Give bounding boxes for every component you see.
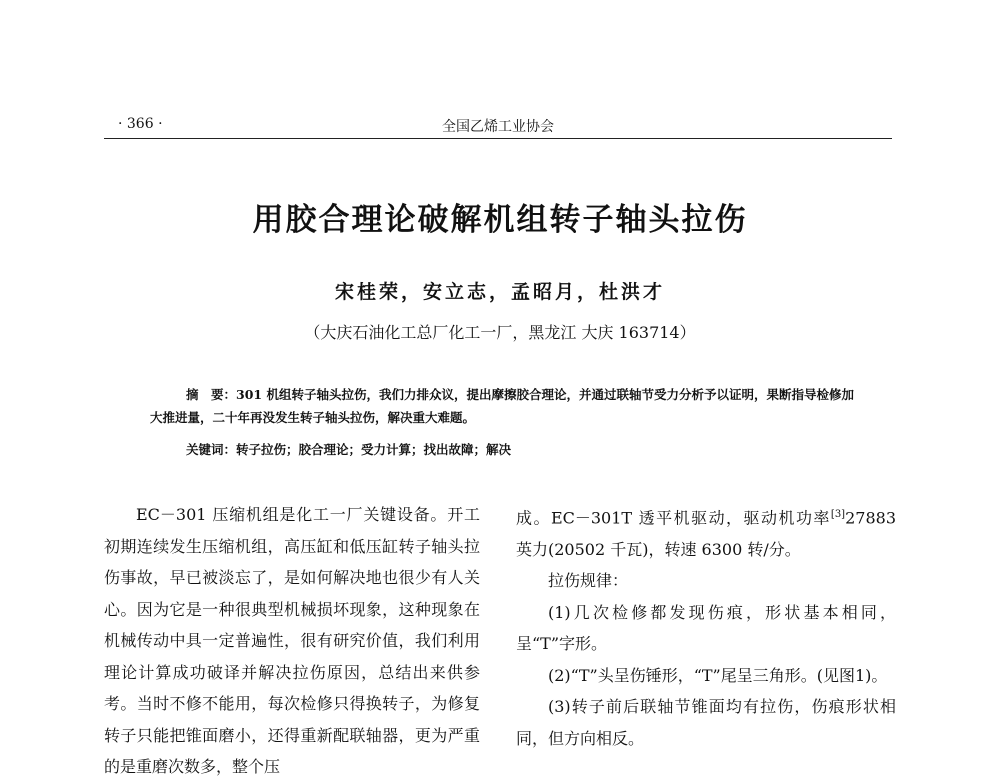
journal-name: 全国乙烯工业协会	[442, 119, 554, 135]
keywords-text: 转子拉伤；胶合理论；受力计算；找出故障；解决	[236, 442, 512, 457]
page-header	[104, 110, 892, 136]
body-paragraph: (2)“T”头呈伤锤形，“T”尾呈三角形。(见图1)。	[548, 665, 888, 685]
article-title: 用胶合理论破解机组转子轴头拉伤	[252, 202, 748, 238]
article-authors: 宋桂荣，安立志，孟昭月，杜洪才	[334, 281, 665, 303]
body-paragraph: (1)几次检修都发现伤痕，形状基本相同，呈“T”字形。	[516, 602, 896, 654]
abstract-text: 301 机组转子轴头拉伤，我们力排众议，提出摩擦胶合理论，并通过联轴节受力分析予以证明，果断指导检修加大推进量，二十年再没发生转子轴头拉伤，解决重大难题。	[150, 387, 854, 425]
keywords-label: 关键词：	[186, 442, 237, 457]
abstract-label: 摘 要：	[186, 387, 237, 402]
author-affiliation: （大庆石油化工总厂化工一厂，黑龙江 大庆 163714）	[304, 323, 696, 342]
page-number: · 366 ·	[118, 116, 163, 132]
body-paragraph: 拉伤规律：	[548, 571, 629, 591]
body-paragraph: 成。EC－301T 透平机驱动，驱动机功率[3]27883 英力(20502 千瓦)，转速 6300 转/分。	[516, 508, 896, 559]
body-paragraph: (3)转子前后联轴节锥面均有拉伤，伤痕形状相同，但方向相反。	[516, 697, 896, 748]
header-rule	[104, 138, 892, 139]
abstract	[150, 383, 858, 429]
body-paragraph: EC－301 压缩机组是化工一厂关键设备。开工初期连续发生压缩机组，高压缸和低压缸转子轴头拉伤事故，早已被淡忘了，是如何解决地也很少有人关心。因为它是一种很典型机械损坏现象，这种现象在机械传动中具一定普遍性，很有研究价值，我们利用理论计算成功破译并解决拉伤原因，总结出来供参考。当时不修不能用，每次检修只得换转子，为修复转子只能把锥面磨小，还得重新配联轴器，更为严重的是重磨次数多，整个压	[104, 505, 480, 776]
keywords	[186, 440, 511, 458]
body-left-column	[104, 499, 480, 783]
body-right-column	[516, 499, 896, 754]
citation-ref: [3]	[830, 509, 846, 520]
